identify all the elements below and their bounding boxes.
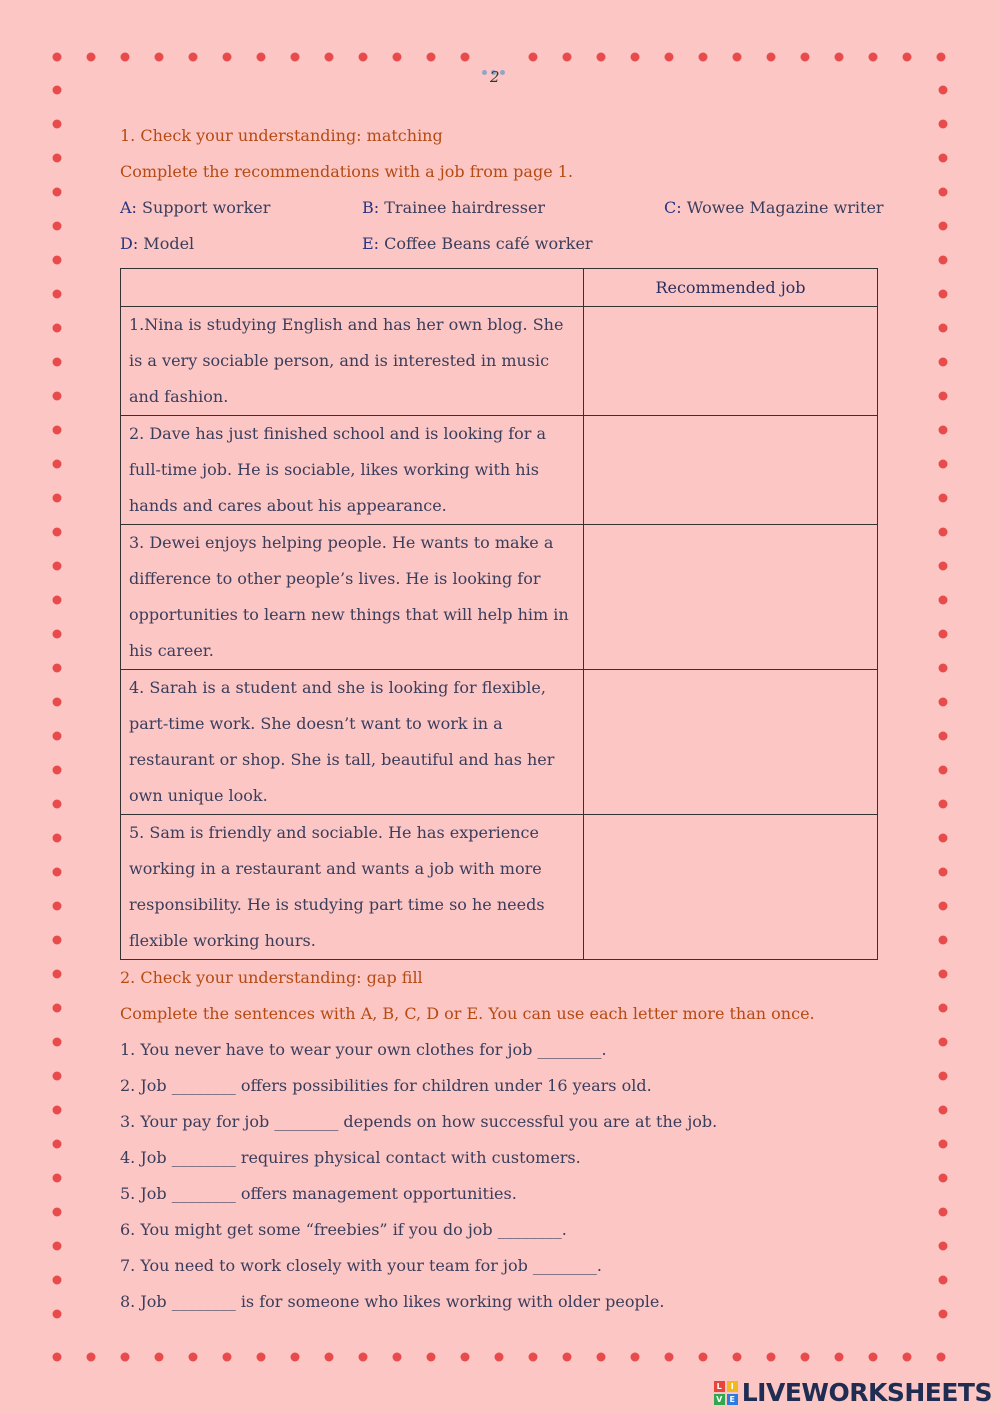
border-dot <box>939 936 948 945</box>
border-dot <box>189 1353 198 1362</box>
border-dot <box>461 53 470 62</box>
table-row <box>121 815 878 960</box>
border-dot <box>155 53 164 62</box>
gap-sentence[interactable]: 3. Your pay for job ________ depends on how successful you are at the job. <box>120 1112 718 1131</box>
border-dot <box>937 53 946 62</box>
border-dot <box>53 1353 62 1362</box>
border-dot <box>699 53 708 62</box>
table-row-description: 2. Dave has just finished school and is looking for a full-time job. He is sociable, likes working with his hands and cares about his appearance. <box>121 416 584 525</box>
border-dot <box>835 1353 844 1362</box>
border-dot <box>767 53 776 62</box>
border-dot <box>53 630 62 639</box>
border-dot <box>53 1174 62 1183</box>
table-row-description: 3. Dewei enjoys helping people. He wants to make a difference to other people’s lives. He is looking for opportunities to learn new things that will help him in his career. <box>121 525 584 670</box>
border-dot <box>291 53 300 62</box>
border-dot <box>939 426 948 435</box>
border-dot <box>53 528 62 537</box>
section1-title: 1. Check your understanding: matching <box>120 126 443 145</box>
border-dot <box>53 596 62 605</box>
border-dot <box>699 1353 708 1362</box>
table-row-description: 4. Sarah is a student and she is looking for flexible, part-time work. She doesn’t want to work in a restaurant or shop. She is tall, beautiful and has her own unique look. <box>121 670 584 815</box>
gap-sentence[interactable]: 4. Job ________ requires physical contact with customers. <box>120 1148 581 1167</box>
page-number: 2 <box>490 68 500 86</box>
border-dot <box>53 1140 62 1149</box>
border-dot <box>939 766 948 775</box>
border-dot <box>53 664 62 673</box>
answer-cell[interactable] <box>584 815 878 960</box>
border-dot <box>733 1353 742 1362</box>
border-dot <box>939 324 948 333</box>
border-dot <box>665 53 674 62</box>
border-dot <box>801 53 810 62</box>
section2-instruction: Complete the sentences with A, B, C, D or E. You can use each letter more than once. <box>120 1004 815 1023</box>
border-dot <box>53 358 62 367</box>
border-dot <box>257 53 266 62</box>
border-dot <box>53 256 62 265</box>
border-dot <box>939 732 948 741</box>
border-dot <box>939 834 948 843</box>
section2-title: 2. Check your understanding: gap fill <box>120 968 423 987</box>
border-dot <box>53 154 62 163</box>
table-header-blank <box>121 269 584 307</box>
border-dot <box>939 460 948 469</box>
job-option-e: E: Coffee Beans café worker <box>362 234 593 253</box>
border-dot <box>53 1004 62 1013</box>
border-dot <box>87 53 96 62</box>
border-dot <box>563 1353 572 1362</box>
border-dot <box>87 1353 96 1362</box>
border-dot <box>53 868 62 877</box>
job-option-c: C: Wowee Magazine writer <box>664 198 884 217</box>
border-dot <box>529 53 538 62</box>
border-dot <box>665 1353 674 1362</box>
border-dot <box>939 392 948 401</box>
border-dot <box>939 86 948 95</box>
table-header-recommended-job: Recommended job <box>584 269 878 307</box>
job-option-b: B: Trainee hairdresser <box>362 198 546 217</box>
border-dot <box>939 868 948 877</box>
border-dot <box>223 1353 232 1362</box>
table-row <box>121 670 878 815</box>
border-dot <box>939 528 948 537</box>
border-dot <box>939 1310 948 1319</box>
gap-sentence[interactable]: 6. You might get some “freebies” if you do job ________. <box>120 1220 567 1239</box>
border-dot <box>53 86 62 95</box>
border-dot <box>597 53 606 62</box>
border-dot <box>939 664 948 673</box>
border-dot <box>53 426 62 435</box>
border-dot <box>939 1242 948 1251</box>
border-dot <box>631 1353 640 1362</box>
border-dot <box>495 1353 504 1362</box>
border-dot <box>53 188 62 197</box>
border-dot <box>939 494 948 503</box>
matching-table <box>120 268 878 960</box>
border-dot <box>155 1353 164 1362</box>
border-dot <box>53 1106 62 1115</box>
border-dot <box>939 256 948 265</box>
border-dot <box>121 53 130 62</box>
border-dot <box>939 188 948 197</box>
border-dot <box>325 53 334 62</box>
border-dot <box>939 1072 948 1081</box>
border-dot <box>939 290 948 299</box>
border-dot <box>53 1276 62 1285</box>
border-dot <box>53 1038 62 1047</box>
border-dot <box>939 596 948 605</box>
border-dot <box>939 222 948 231</box>
liveworksheets-brand[interactable] <box>714 1378 992 1407</box>
border-dot <box>53 902 62 911</box>
border-dot <box>393 53 402 62</box>
table-row-description: 5. Sam is friendly and sociable. He has experience working in a restaurant and wants a job with more responsibility. He is studying part time so he needs flexible working hours. <box>121 815 584 960</box>
border-dot <box>427 1353 436 1362</box>
border-dot <box>939 902 948 911</box>
table-header-row <box>121 269 878 307</box>
section1-instruction: Complete the recommendations with a job from page 1. <box>120 162 574 181</box>
border-dot <box>53 834 62 843</box>
border-dot <box>257 1353 266 1362</box>
worksheet-content <box>120 118 884 1320</box>
border-dot <box>53 222 62 231</box>
border-dot <box>939 562 948 571</box>
border-dot <box>53 1242 62 1251</box>
border-dot <box>869 53 878 62</box>
border-dot <box>189 53 198 62</box>
gap-sentence[interactable]: 2. Job ________ offers possibilities for children under 16 years old. <box>120 1076 652 1095</box>
table-row-description: 1.Nina is studying English and has her own blog. She is a very sociable person, and is interested in music and fashion. <box>121 307 584 416</box>
border-dot <box>597 1353 606 1362</box>
border-dot <box>53 800 62 809</box>
border-dot <box>53 1072 62 1081</box>
border-dot <box>325 1353 334 1362</box>
border-dot <box>53 766 62 775</box>
border-dot <box>393 1353 402 1362</box>
gap-sentence[interactable]: 1. You never have to wear your own clothes for job ________. <box>120 1040 607 1059</box>
border-dot <box>939 800 948 809</box>
answer-cell[interactable] <box>584 670 878 815</box>
border-dot <box>939 1140 948 1149</box>
gap-fill-sentences <box>120 1032 880 1320</box>
border-dot <box>939 154 948 163</box>
border-dot <box>835 53 844 62</box>
border-dot <box>53 936 62 945</box>
answer-cell[interactable] <box>584 525 878 670</box>
border-dot <box>939 698 948 707</box>
brand-name: LIVEWORKSHEETS <box>741 1378 992 1407</box>
liveworksheets-logo-icon: L I V E <box>714 1381 738 1405</box>
border-dot <box>939 970 948 979</box>
answer-cell[interactable] <box>584 307 878 416</box>
table-row <box>121 416 878 525</box>
border-dot <box>939 1038 948 1047</box>
border-dot <box>939 630 948 639</box>
border-dot <box>53 53 62 62</box>
border-dot <box>291 1353 300 1362</box>
border-dot <box>939 120 948 129</box>
job-option-d: D: Model <box>120 234 195 253</box>
border-dot <box>53 392 62 401</box>
border-dot <box>631 53 640 62</box>
border-dot <box>359 1353 368 1362</box>
border-dot <box>53 562 62 571</box>
gap-sentence[interactable]: 8. Job ________ is for someone who likes working with older people. <box>120 1292 665 1311</box>
border-dot <box>53 290 62 299</box>
job-options <box>120 190 884 262</box>
border-dot <box>869 1353 878 1362</box>
border-dot <box>939 1208 948 1217</box>
border-dot <box>427 53 436 62</box>
border-dot <box>939 1004 948 1013</box>
border-dot <box>529 1353 538 1362</box>
table-row <box>121 525 878 670</box>
border-dot <box>767 1353 776 1362</box>
border-dot <box>53 494 62 503</box>
border-dot <box>53 1310 62 1319</box>
border-dot <box>801 1353 810 1362</box>
border-dot <box>939 1174 948 1183</box>
border-dot <box>903 1353 912 1362</box>
border-dot <box>939 358 948 367</box>
border-dot <box>903 53 912 62</box>
gap-sentence[interactable]: 7. You need to work closely with your team for job ________. <box>120 1256 602 1275</box>
border-dot <box>937 1353 946 1362</box>
border-dot <box>223 53 232 62</box>
border-dot <box>53 1208 62 1217</box>
border-dot <box>53 120 62 129</box>
table-row <box>121 307 878 416</box>
answer-cell[interactable] <box>584 416 878 525</box>
border-dot <box>53 732 62 741</box>
border-dot <box>939 1276 948 1285</box>
job-option-a: A: Support worker <box>120 198 271 217</box>
border-dot <box>53 460 62 469</box>
border-dot <box>53 324 62 333</box>
gap-sentence[interactable]: 5. Job ________ offers management opportunities. <box>120 1184 517 1203</box>
border-dot <box>733 53 742 62</box>
border-dot <box>939 1106 948 1115</box>
border-dot <box>53 970 62 979</box>
border-dot <box>461 1353 470 1362</box>
border-dot <box>359 53 368 62</box>
border-dot <box>563 53 572 62</box>
border-dot <box>121 1353 130 1362</box>
border-dot <box>53 698 62 707</box>
